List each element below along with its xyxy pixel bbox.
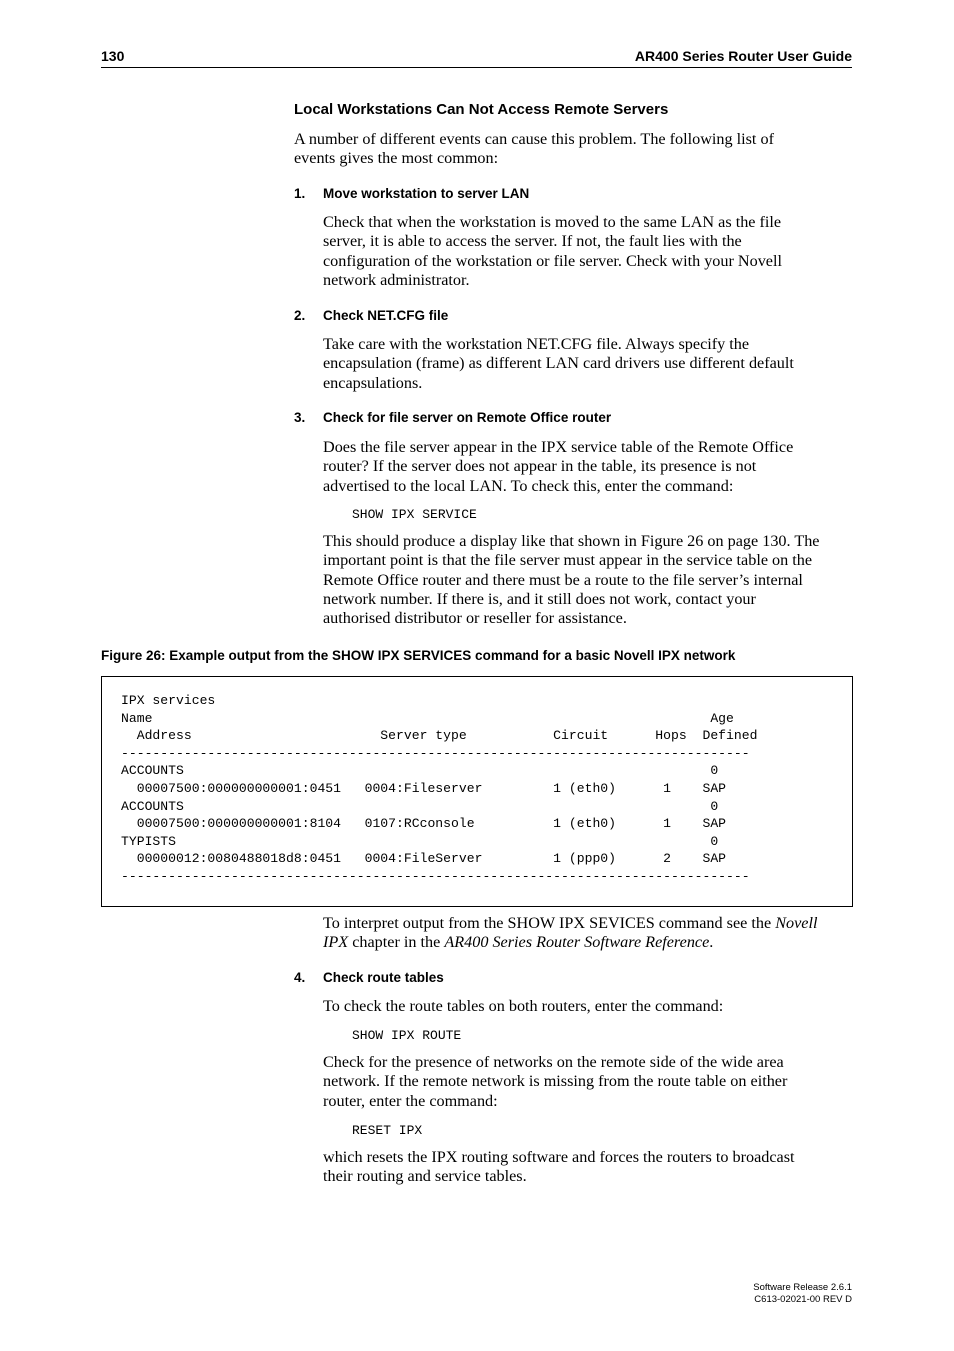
text-line: their routing and service tables.: [323, 1167, 527, 1186]
output-line: TYPISTS 0: [121, 833, 719, 849]
command-show-ipx-route: SHOW IPX ROUTE: [352, 1028, 462, 1043]
text-line: IPX chapter in the AR400 Series Router Software Reference.: [323, 933, 714, 952]
step-number: 4.: [294, 970, 306, 985]
text-line: network number. If there is, and it still does not work, contact your: [323, 589, 756, 608]
figure-output-box: [101, 676, 853, 907]
text-line: A number of different events can cause this problem. The following list of: [294, 130, 774, 148]
text-line: To check the route tables on both routers, enter the command:: [323, 997, 724, 1015]
step-title: Move workstation to server LAN: [323, 186, 530, 201]
document-id: C613-02021-00 REV D: [754, 1293, 852, 1305]
step-4-body: [323, 997, 723, 1016]
text-line: events gives the most common:: [294, 149, 499, 168]
step-title: Check NET.CFG file: [323, 308, 449, 323]
output-line: --------------------------------------------------------------------------------: [121, 745, 750, 761]
output-line: ACCOUNTS 0: [121, 798, 719, 814]
guide-title: AR400 Series Router User Guide: [634, 48, 852, 64]
step-4-after: [323, 1053, 787, 1111]
output-line: IPX services: [121, 693, 216, 708]
command-show-ipx-service: SHOW IPX SERVICE: [352, 507, 477, 522]
text-line: Does the file server appear in the IPX service table of the Remote Office: [323, 438, 794, 456]
command-reset-ipx: RESET IPX: [352, 1123, 423, 1138]
text-line: Check that when the workstation is moved to the same LAN as the file: [323, 213, 782, 231]
italic-ref: AR400 Series Router Software Reference: [444, 933, 710, 952]
figure-caption: Figure 26: Example output from the SHOW IPX SERVICES command for a basic Novell IPX network: [101, 648, 736, 663]
text-line: important point is that the file server must appear in the service table on the: [323, 551, 813, 570]
output-line: 00007500:000000000001:8104 0107:RCconsole 1 (eth0) 1 SAP: [121, 816, 727, 832]
step-3-after: [323, 532, 820, 628]
page-number: 130: [101, 48, 125, 64]
step-number: 2.: [294, 308, 306, 323]
step-title: Check for file server on Remote Office router: [323, 410, 612, 425]
text-line: encapsulations.: [323, 373, 423, 392]
text-line: Remote Office router and there must be a route to the file server’s internal: [323, 570, 803, 589]
output-line: ACCOUNTS 0: [121, 763, 719, 779]
output-line: Name Age: [121, 710, 734, 726]
text-line: network. If the remote network is missing from the route table on either: [323, 1072, 788, 1091]
text-line: server, it is able to access the server. If not, the fault lies with the: [323, 232, 742, 251]
section-title: Local Workstations Can Not Access Remote Servers: [294, 101, 669, 118]
step-title: Check route tables: [323, 970, 444, 985]
output-line: 00000012:0080488018d8:0451 0004:FileServer 1 (ppp0) 2 SAP: [121, 851, 727, 867]
italic-ref: IPX: [323, 933, 349, 952]
page-footer: [753, 1282, 852, 1305]
output-line: 00007500:000000000001:0451 0004:Fileserver 1 (eth0) 1 SAP: [121, 780, 727, 796]
text-line: To interpret output from the SHOW IPX SEVICES command see the Novell: [323, 914, 818, 932]
text-line: Take care with the workstation NET.CFG file. Always specify the: [323, 335, 750, 353]
text-line: router? If the server does not appear in the table, its presence is not: [323, 457, 757, 476]
step-number: 1.: [294, 186, 306, 201]
output-line: --------------------------------------------------------------------------------: [121, 868, 750, 884]
italic-ref: Novell: [775, 914, 818, 932]
command-output: [121, 692, 757, 886]
figure-interpretation: [323, 914, 817, 953]
step-1-body: [323, 213, 782, 290]
text-line: encapsulation (frame) as different LAN card drivers use different default: [323, 354, 794, 373]
step-2-body: [323, 335, 794, 393]
text-line: network administrator.: [323, 270, 470, 289]
text-line: advertised to the local LAN. To check this, enter the command:: [323, 476, 734, 495]
text-line: which resets the IPX routing software and forces the routers to broadcast: [323, 1148, 795, 1166]
software-release: Software Release 2.6.1: [753, 1282, 852, 1293]
page-header: [101, 47, 852, 68]
text-line: authorised distributor or reseller for assistance.: [323, 609, 627, 628]
text-line: This should produce a display like that shown in Figure 26 on page 130. The: [323, 532, 820, 550]
step-4-final: [323, 1148, 795, 1187]
text-line: configuration of the workstation or file server. Check with your Novell: [323, 251, 782, 270]
step-number: 3.: [294, 410, 306, 425]
section-intro: [294, 130, 774, 169]
output-line: Address Server type Circuit Hops Defined: [121, 728, 758, 744]
step-3-body: [323, 438, 793, 496]
text-line: Check for the presence of networks on the remote side of the wide area: [323, 1053, 784, 1071]
text-line: router, enter the command:: [323, 1091, 498, 1110]
